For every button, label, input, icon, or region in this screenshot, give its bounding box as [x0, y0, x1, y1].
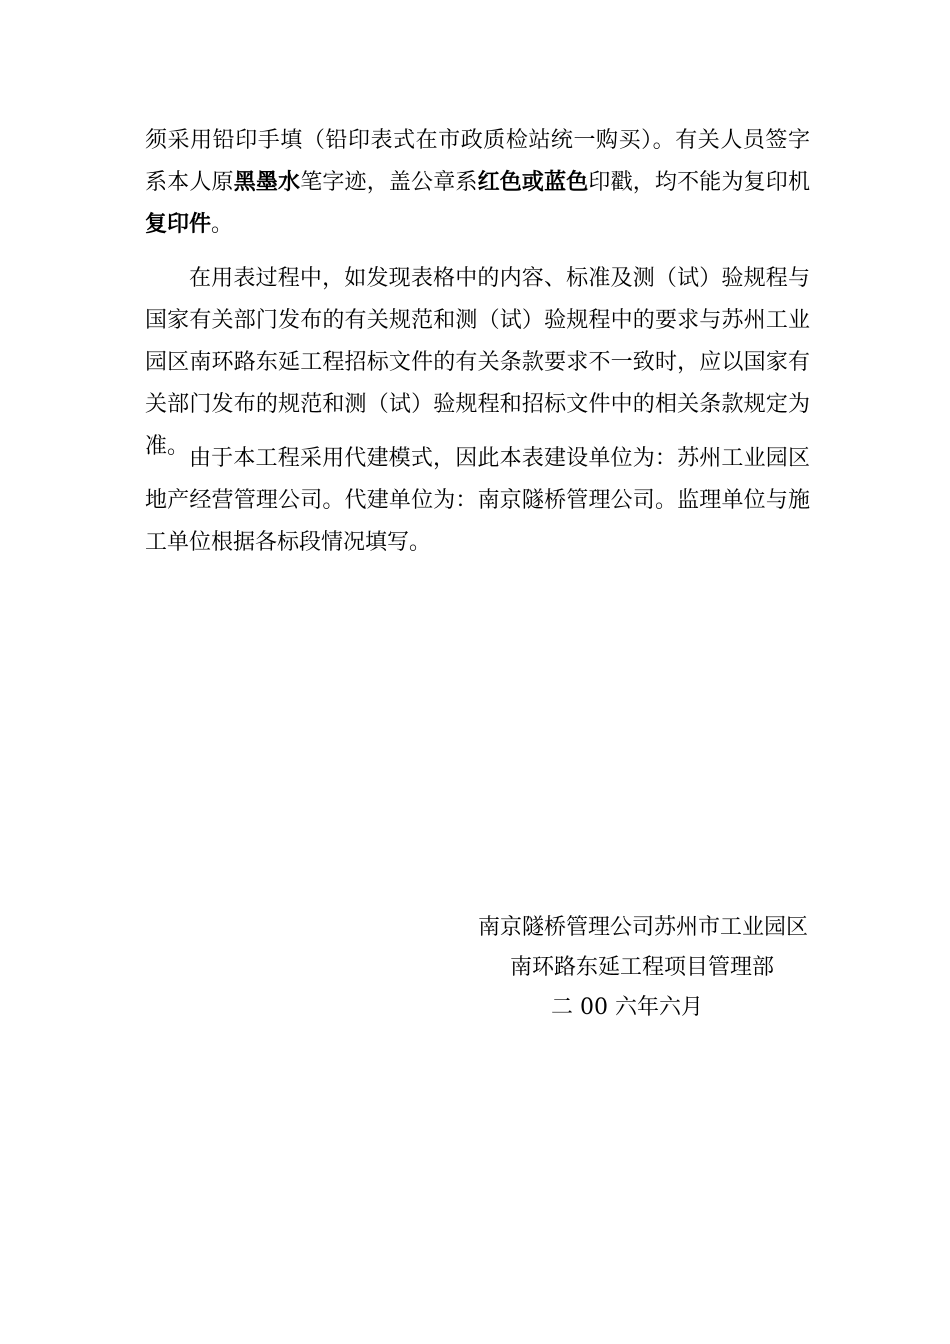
p1-text-c: 笔字迹，盖公章系	[300, 170, 478, 195]
paragraph-fill-instructions	[145, 120, 810, 246]
p1-text-a: 须采用铅印手填（铅印表式在市政质检站统一购买）。有关人员签字系本人原	[145, 128, 810, 195]
emphasis-red-or-blue: 红色或蓝色	[477, 170, 589, 195]
paragraph-standards-precedence: 在用表过程中，如发现表格中的内容、标准及测（试）验规程与国家有关部门发布的有关规范和测（试）验规程中的要求与苏州工业园区南环路东延工程招标文件的有关条款要求不一致时，应以国家有关部门发布的规范和测（试）验规程和招标文件中的相关条款规定为准。	[145, 266, 810, 459]
paragraph-agency-mode: 由于本工程采用代建模式，因此本表建设单位为：苏州工业园区地产经营管理公司。代建单位为：南京隧桥管理公司。监理单位与施工单位根据各标段情况填写。	[145, 446, 810, 555]
emphasis-black-ink: 黑墨水	[233, 170, 301, 195]
emphasis-photocopy: 复印件	[145, 212, 212, 237]
signature-org-line1: 南京隧桥管理公司苏州市工业园区	[477, 915, 808, 940]
signature-org-line2: 南环路东延工程项目管理部	[509, 955, 774, 980]
p1-text-e: 印戳，均不能为复印机	[588, 170, 810, 195]
p1-text-g: 。	[211, 212, 234, 237]
signature-block	[388, 908, 808, 1028]
signature-date: 二 00 六年六月	[551, 995, 703, 1020]
